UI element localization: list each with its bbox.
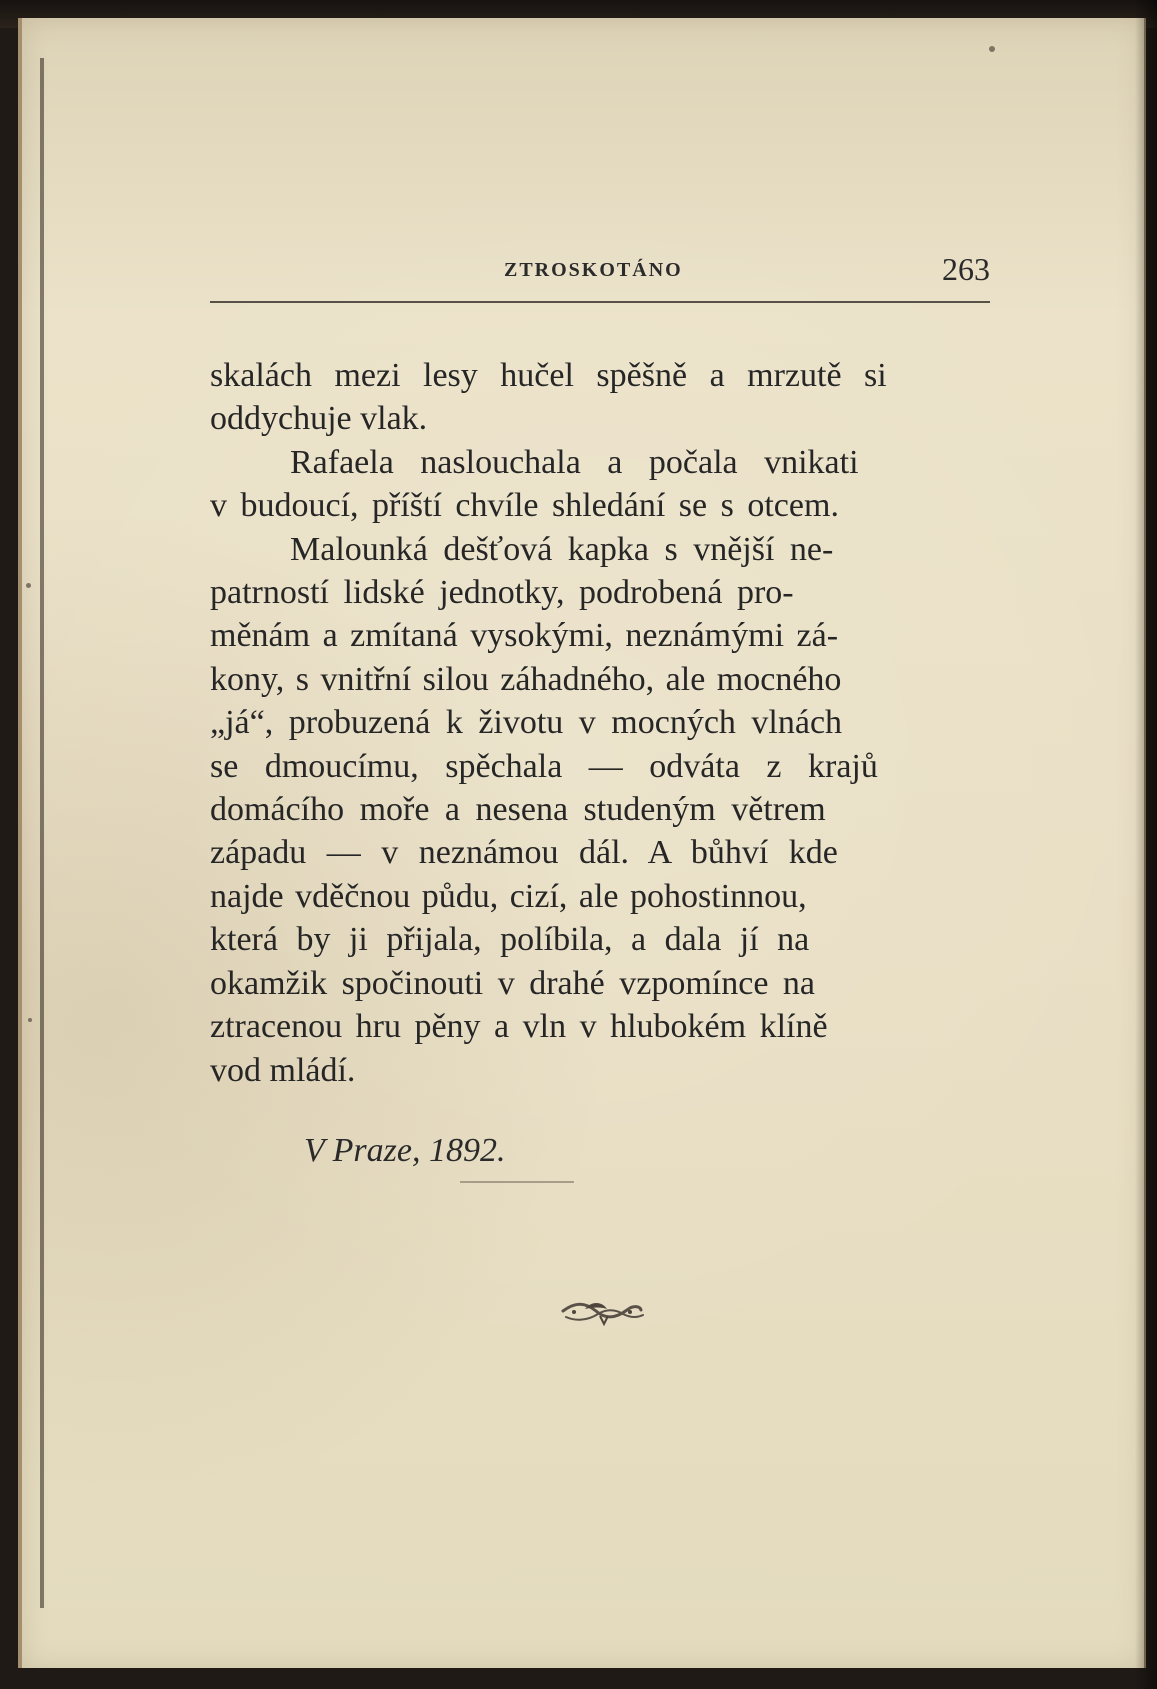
- paper-speck: [989, 46, 995, 52]
- body-line: „já“, probuzená k životu v mocných vlnách: [210, 704, 843, 742]
- binding-edge: [40, 58, 44, 1608]
- body-line: se dmoucímu, spěchala — odváta z krajů: [210, 747, 878, 785]
- body-line: vod mládí.: [210, 1051, 356, 1089]
- body-line: domácího moře a nesena studeným větrem: [210, 791, 826, 829]
- body-line: Malounká dešťová kapka s vnější ne-: [290, 530, 834, 568]
- body-line: v budoucí, příští chvíle shledání se s otcem.: [210, 487, 839, 525]
- body-text: [210, 354, 990, 1092]
- body-line: kony, s vnitřní silou záhadného, ale mocného: [210, 660, 842, 698]
- book-page: [18, 18, 1146, 1668]
- body-line: patrností lidské jednotky, podrobená pro-: [210, 574, 794, 612]
- body-line: najde vděčnou půdu, cizí, ale pohostinnou,: [210, 877, 807, 915]
- page-shadow: [1135, 0, 1157, 1689]
- paper-speck: [26, 583, 31, 588]
- body-line: Rafaela naslouchala a počala vnikati: [290, 443, 859, 481]
- body-line: která by ji přijala, políbila, a dala jí na: [210, 921, 810, 959]
- header-rule: [210, 301, 990, 303]
- body-line: oddychuje vlak.: [210, 400, 428, 438]
- tailpiece-ornament-icon: [557, 1294, 647, 1332]
- page-number: 263: [942, 251, 990, 287]
- date-underline: [460, 1181, 574, 1183]
- paper-speck: [28, 1018, 32, 1022]
- body-line: skalách mezi lesy hučel spěšně a mrzutě si: [210, 357, 887, 394]
- running-title: ZTROSKOTÁNO: [504, 259, 683, 281]
- body-line: měnám a zmítaná vysokými, neznámými zá-: [210, 617, 839, 655]
- body-line: okamžik spočinouti v drahé vzpomínce na: [210, 964, 815, 1002]
- body-line: ztracenou hru pěny a vln v hlubokém klíně: [210, 1008, 828, 1046]
- page-header: [210, 243, 990, 303]
- place-date: V Praze, 1892.: [304, 1132, 506, 1169]
- body-line: západu — v neznámou dál. A bůhví kde: [210, 834, 838, 872]
